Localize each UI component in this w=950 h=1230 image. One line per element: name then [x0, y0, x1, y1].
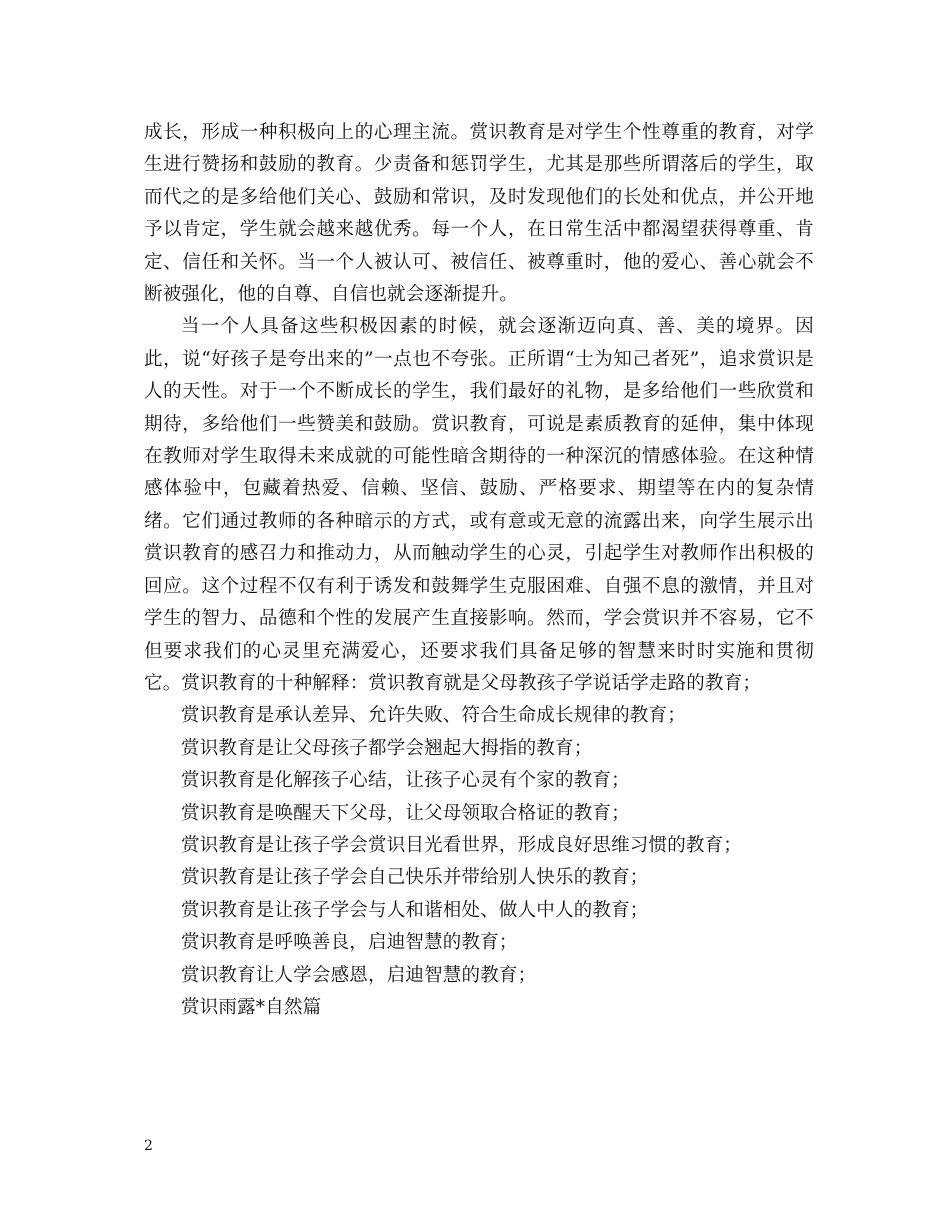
paragraph-continuation: 成长，形成一种积极向上的心理主流。赏识教育是对学生个性尊重的教育，对学生进行赞扬和鼓励的教育。少责备和惩罚学生，尤其是那些所谓落后的学生，取而代之的是多给他们关心、鼓励和常识，及时发现他们的长处和优点，并公开地予以肯定，学生就会越来越优秀。每一个人，在日常生活中都渴望获得尊重、肯定、信任和关怀。当一个人被认可、被信任、被尊重时，他的爱心、善心就会不断被强化，他的自尊、自信也就会逐渐提升。 — [144, 122, 814, 306]
list-item: 赏识教育是让孩子学会赏识目光看世界，形成良好思维习惯的教育； — [181, 834, 743, 856]
list-item: 赏识教育是让孩子学会与人和谐相处、做人中人的教育； — [181, 899, 649, 921]
paragraph-appreciation-education: 当一个人具备这些积极因素的时候，就会逐渐迈向真、善、美的境界。因此，说“好孩子是夸出来的”一点也不夸张。正所谓“士为知己者死”，追求赏识是人的天性。对于一个不断成长的学生，我们最好的礼物，是多给他们一些欣赏和期待，多给他们一些赞美和鼓励。赏识教育，可说是素质教育的延伸，集中体现在教师对学生取得未来成就的可能性暗含期待的一种深沉的情感体验。在这种情感体验中，包藏着热爱、信赖、坚信、鼓励、严格要求、期望等在内的复杂情绪。它们通过教师的各种暗示的方式，或有意或无意的流露出来，向学生展示出赏识教育的感召力和推动力，从而触动学生的心灵，引起学生对教师作出积极的回应。这个过程不仅有利于诱发和鼓舞学生克服困难、自强不息的激情，并且对学生的智力、品德和个性的发展产生直接影响。然而，学会赏识并不容易，它不但要求我们的心灵里充满爱心，还要求我们具备足够的智慧来时时实施和贯彻它。赏识教育的十种解释：赏识教育就是父母教孩子学说话学走路的教育； — [144, 316, 814, 694]
list-item: 赏识教育是化解孩子心结，让孩子心灵有个家的教育； — [181, 770, 630, 792]
list-item: 赏识教育让人学会感恩，启迪智慧的教育； — [181, 964, 537, 986]
list-item: 赏识教育是承认差异、允许失败、符合生命成长规律的教育； — [181, 705, 686, 727]
list-item: 赏识教育是唤醒天下父母，让父母领取合格证的教育； — [181, 802, 630, 824]
list-item: 赏识教育是让父母孩子都学会翘起大拇指的教育； — [181, 737, 593, 759]
section-heading: 赏识雨露*自然篇 — [181, 996, 322, 1018]
list-item: 赏识教育是呼唤善良，启迪智慧的教育； — [181, 932, 518, 954]
list-item: 赏识教育是让孩子学会自己快乐并带给别人快乐的教育； — [181, 867, 649, 889]
page-number: 2 — [144, 1138, 153, 1154]
body-text — [144, 117, 814, 1024]
